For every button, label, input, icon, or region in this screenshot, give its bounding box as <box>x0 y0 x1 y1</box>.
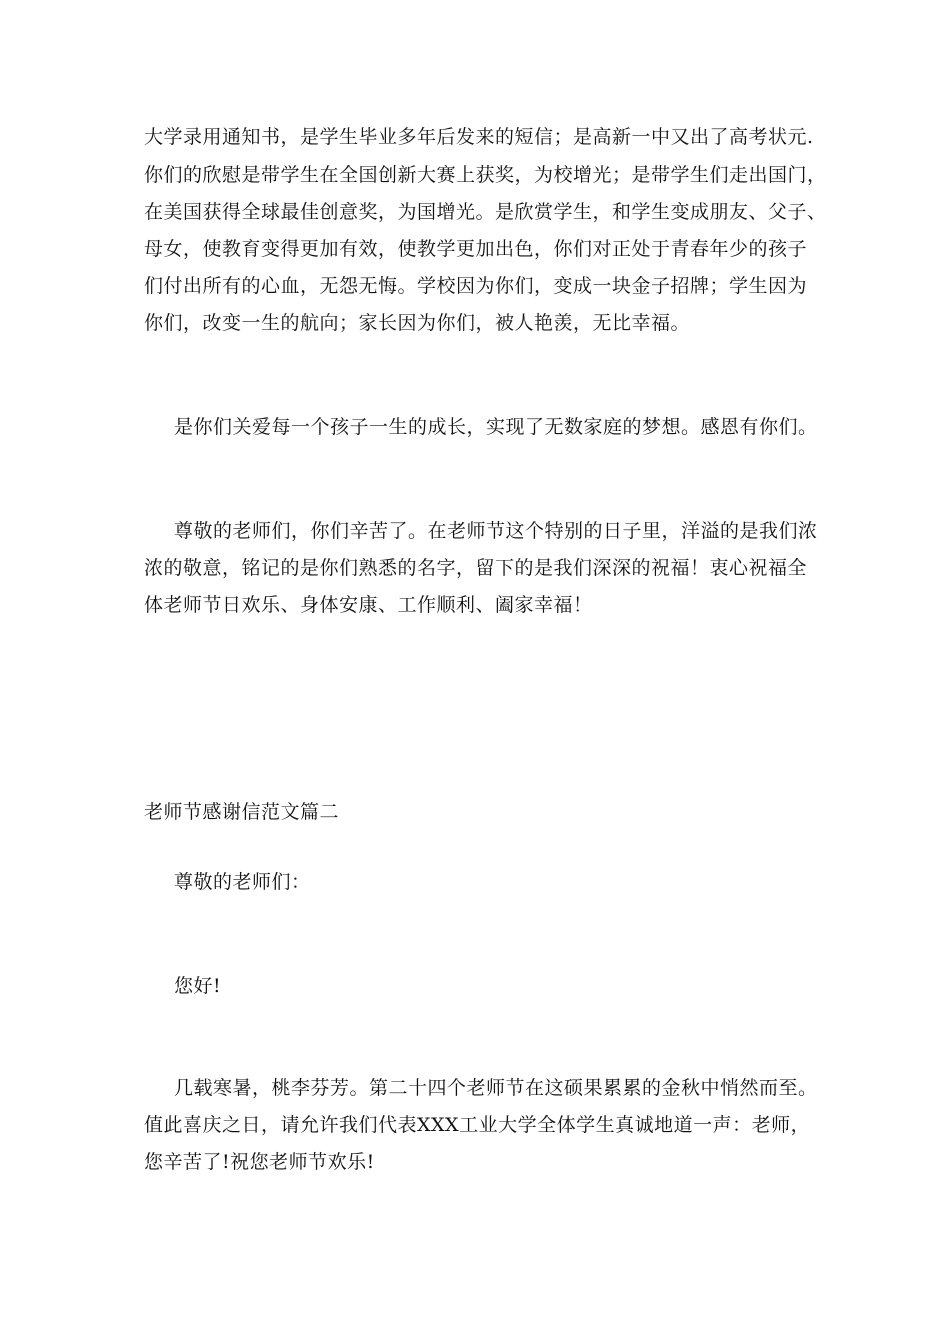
paragraph-line: 你们，改变一生的航向；家长因为你们，被人艳羡，无比幸福。 <box>144 312 691 334</box>
section-title: 老师节感谢信范文篇二 <box>144 801 340 823</box>
paragraph-line: 体老师节日欢乐、身体安康、工作顺利、阖家幸福！ <box>144 594 593 616</box>
salutation: 尊敬的老师们： <box>174 871 311 893</box>
paragraph-line: 浓的敬意，铭记的是你们熟悉的名字，留下的是我们深深的祝福！衷心祝福全 <box>144 557 808 579</box>
paragraph-line: 尊敬的老师们，你们辛苦了。在老师节这个特别的日子里，洋溢的是我们浓 <box>174 520 818 542</box>
paragraph-line: 几载寒暑，桃李芬芳。第二十四个老师节在这硕果累累的金秋中悄然而至。 <box>174 1077 818 1099</box>
paragraph-line: 们付出所有的心血，无怨无悔。学校因为你们，变成一块金子招牌；学生因为 <box>144 275 808 297</box>
paragraph-line: 值此喜庆之日，请允许我们代表XXX工业大学全体学生真诚地道一声：老师， <box>144 1114 811 1136</box>
greeting: 您好! <box>174 975 222 997</box>
paragraph-line: 大学录用通知书，是学生毕业多年后发来的短信；是高新一中又出了高考状元. <box>144 126 814 148</box>
paragraph-line: 是你们关爱每一个孩子一生的成长，实现了无数家庭的梦想。感恩有你们。 <box>174 416 818 438</box>
paragraph-line: 母女，使教育变得更加有效，使教学更加出色，你们对正处于青春年少的孩子 <box>144 238 808 260</box>
paragraph-line: 你们的欣慰是带学生在全国创新大赛上获奖，为校增光；是带学生们走出国门， <box>144 164 827 186</box>
paragraph-line: 在美国获得全球最佳创意奖，为国增光。是欣赏学生，和学生变成朋友、父子、 <box>144 201 827 223</box>
paragraph-line: 您辛苦了!祝您老师节欢乐! <box>144 1151 375 1173</box>
